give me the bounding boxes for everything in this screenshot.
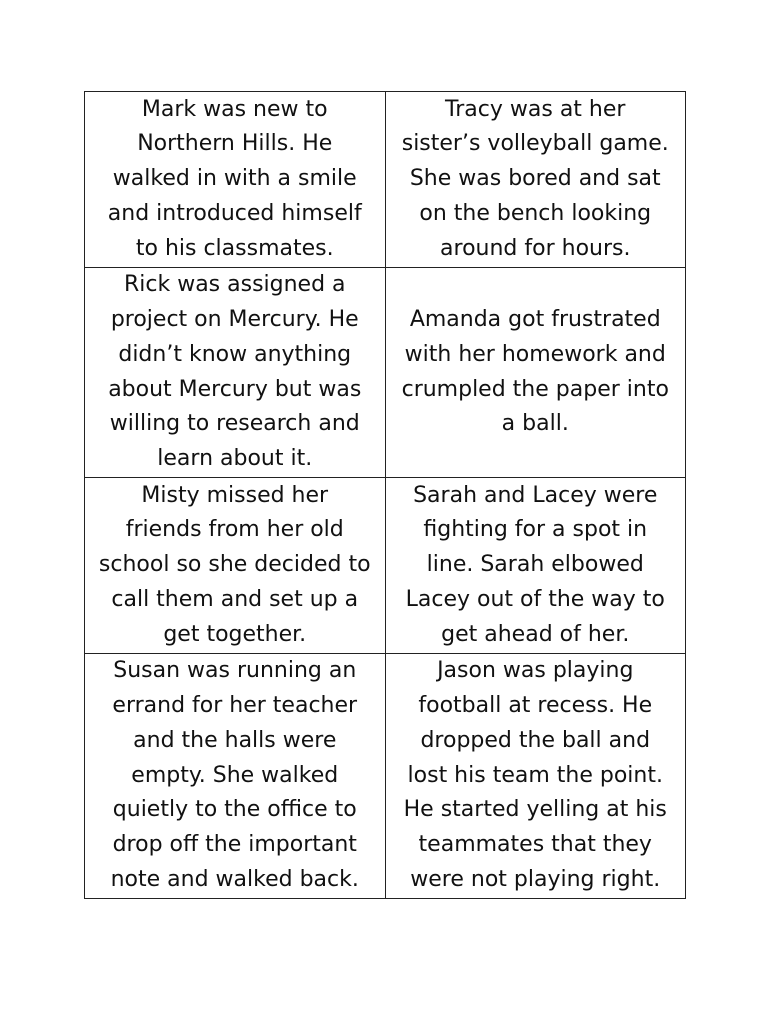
- card-row: [85, 654, 686, 899]
- scenario-card-text: Susan was running an errand for her teacher and the halls were empty. She walked quietly to the office to drop off the important note and walked back.: [110, 658, 359, 892]
- scenario-card-text: Rick was assigned a project on Mercury. He didn’t know anything about Mercury but was willing to research and learn about it.: [108, 272, 362, 472]
- scenario-card-text: Misty missed her friends from her old school so she decided to call them and set up a get together.: [98, 482, 371, 647]
- scenario-card: [385, 268, 686, 478]
- scenario-card-text: Mark was new to Northern Hills. He walked in with a smile and introduced himself to his classmates.: [107, 96, 362, 261]
- scenario-card-text: Jason was playing football at recess. He dropped the ball and lost his team the point. He started yelling at his teammates that they were not playing right.: [403, 658, 667, 892]
- scenario-card-text: Amanda got frustrated with her homework and crumpled the paper into a ball.: [401, 306, 669, 437]
- scenario-card: [385, 92, 686, 268]
- scenario-card: [85, 92, 386, 268]
- scenario-card: [85, 268, 386, 478]
- scenario-card: [385, 654, 686, 899]
- scenario-card-text: Sarah and Lacey were fighting for a spot in line. Sarah elbowed Lacey out of the way to get ahead of her.: [405, 482, 665, 647]
- card-row: [85, 92, 686, 268]
- scenario-card: [85, 654, 386, 899]
- card-row: [85, 268, 686, 478]
- scenario-card-grid: [84, 91, 686, 899]
- scenario-card: [385, 478, 686, 654]
- scenario-card-text: Tracy was at her sister’s volleyball game. She was bored and sat on the bench looking around for hours.: [401, 96, 669, 261]
- card-row: [85, 478, 686, 654]
- scenario-card: [85, 478, 386, 654]
